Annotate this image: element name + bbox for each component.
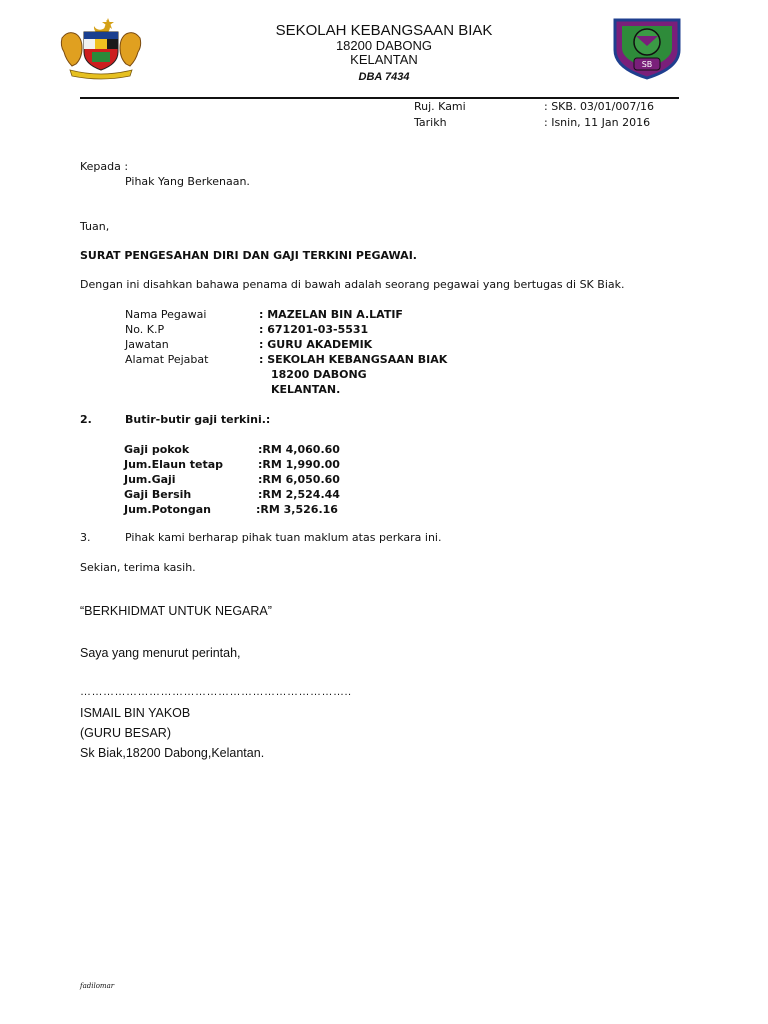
employee-label: Nama Pegawai <box>125 308 207 321</box>
section-3-text: Pihak kami berharap pihak tuan maklum atas perkara ini. <box>125 531 442 544</box>
signatory-title: (GURU BESAR) <box>80 726 171 740</box>
section-2-title: Butir-butir gaji terkini.: <box>125 413 271 426</box>
intro-paragraph: Dengan ini disahkan bahawa penama di bawah adalah seorang pegawai yang bertugas di SK Biak. <box>80 278 625 291</box>
school-code: DBA 7434 <box>358 71 410 83</box>
salary-label: Jum.Potongan <box>124 503 211 516</box>
yours-faithfully: Saya yang menurut perintah, <box>80 646 241 660</box>
signature-line: …………………………………………………………….. <box>80 686 352 698</box>
tarikh-label: Tarikh <box>414 116 447 129</box>
signatory-name: ISMAIL BIN YAKOB <box>80 706 191 720</box>
salary-label: Gaji pokok <box>124 443 190 456</box>
address-line: 18200 DABONG <box>271 368 367 381</box>
employee-value: : SEKOLAH KEBANGSAAN BIAK <box>259 353 448 366</box>
employee-label: No. K.P <box>125 323 165 336</box>
salutation: Tuan, <box>80 220 110 233</box>
motto: “BERKHIDMAT UNTUK NEGARA” <box>80 604 272 618</box>
ruj-label: Ruj. Kami <box>414 100 466 113</box>
salary-value: :RM 6,050.60 <box>258 473 340 486</box>
employee-label: Alamat Pejabat <box>125 353 209 366</box>
section-2-number: 2. <box>80 413 92 426</box>
tarikh-value: : Isnin, 11 Jan 2016 <box>544 116 651 129</box>
salary-value: :RM 1,990.00 <box>258 458 340 471</box>
salary-value: :RM 2,524.44 <box>258 488 340 501</box>
signatory-address: Sk Biak,18200 Dabong,Kelantan. <box>80 746 265 760</box>
salary-value: :RM 4,060.60 <box>258 443 340 456</box>
recipient: Pihak Yang Berkenaan. <box>125 175 250 188</box>
closing-remark: Sekian, terima kasih. <box>80 561 196 574</box>
employee-value: : MAZELAN BIN A.LATIF <box>259 308 403 321</box>
school-postcode-town: 18200 DABONG <box>335 38 433 53</box>
footer-mark: fadilomar <box>80 982 115 990</box>
salary-value: :RM 3,526.16 <box>256 503 338 516</box>
salary-label: Jum.Gaji <box>124 473 176 486</box>
school-name: SEKOLAH KEBANGSAAN BIAK <box>275 22 493 39</box>
school-state: KELANTAN <box>350 52 418 67</box>
employee-label: Jawatan <box>125 338 169 351</box>
kepada-label: Kepada : <box>80 160 129 173</box>
subject-line: SURAT PENGESAHAN DIRI DAN GAJI TERKINI PEGAWAI. <box>80 249 417 262</box>
employee-value: : GURU AKADEMIK <box>259 338 373 351</box>
ruj-value: : SKB. 03/01/007/16 <box>544 100 655 113</box>
employee-value: : 671201-03-5531 <box>259 323 369 336</box>
svg-text:SB: SB <box>641 60 653 69</box>
section-3-number: 3. <box>80 531 91 544</box>
salary-label: Gaji Bersih <box>124 488 192 501</box>
address-line: KELANTAN. <box>271 383 341 396</box>
salary-label: Jum.Elaun tetap <box>124 458 224 471</box>
header-divider <box>80 97 679 99</box>
